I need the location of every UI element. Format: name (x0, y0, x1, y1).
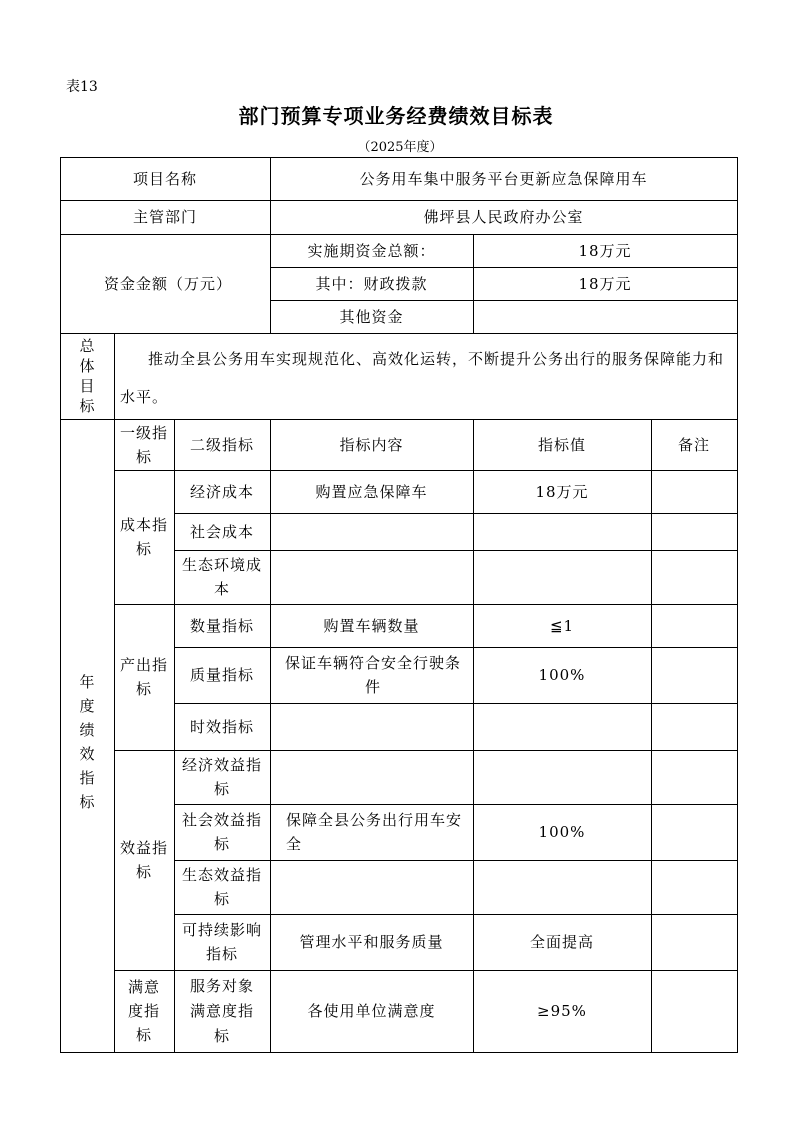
row-l2: 社会效益指标 (182, 811, 263, 853)
rule (60, 333, 738, 334)
row-l2: 经济成本 (189, 482, 254, 501)
header-value: 指标值 (537, 435, 586, 454)
row-l2: 经济效益指标 (182, 756, 263, 798)
table-border-left (60, 157, 61, 1053)
row-content: 购置车辆数量 (323, 616, 420, 635)
funds-total-label: 实施期资金总额： (307, 241, 436, 260)
funds-fiscal-label: 其中：财政拨款 (315, 274, 428, 293)
header-level2: 二级指标 (189, 435, 254, 454)
funds-label: 资金金额（万元） (104, 275, 233, 293)
group-benefit: 效益指标 (119, 839, 168, 881)
year-label: （2025年度） (357, 140, 443, 155)
group-cost: 成本指标 (119, 516, 168, 558)
funds-fiscal-value: 18万元 (578, 274, 632, 293)
project-name-label: 项目名称 (132, 169, 197, 188)
row-l2: 生态效益指标 (182, 866, 263, 908)
row-value: ≥95% (537, 1002, 587, 1020)
row-content: 各使用单位满意度 (307, 1002, 436, 1020)
table-border-right (737, 157, 738, 1053)
header-note: 备注 (677, 435, 710, 454)
department-value: 佛坪县人民政府办公室 (423, 208, 584, 226)
row-l2: 社会成本 (189, 522, 254, 541)
table-label: 表13 (66, 79, 98, 95)
row-l2: 时效指标 (189, 717, 254, 736)
row-content: 管理水平和服务质量 (299, 933, 444, 951)
rule (651, 419, 652, 1053)
row-content: 保证车辆符合安全行驶条件 (284, 654, 461, 696)
header-content: 指标内容 (339, 435, 404, 454)
row-value: 18万元 (535, 482, 589, 501)
row-content: 购置应急保障车 (315, 482, 428, 501)
table-border-bottom (60, 1052, 738, 1053)
row-value: ≦1 (549, 616, 575, 635)
group-satisfaction: 满意度指标 (127, 978, 160, 1044)
row-l2: 质量指标 (189, 666, 254, 684)
group-output: 产出指标 (119, 656, 168, 698)
row-value: 全面提高 (529, 933, 594, 951)
goal-text: 推动全县公务用车实现规范化、高效化运转，不断提升公务出行的服务保障能力和水平。 (120, 350, 725, 406)
row-value: 100% (538, 666, 586, 684)
goal-label: 总体目标 (79, 337, 95, 415)
row-l2: 数量指标 (189, 616, 254, 635)
row-content: 保障全县公务出行用车安全 (286, 811, 463, 853)
page-title: 部门预算专项业务经费绩效目标表 (238, 104, 554, 128)
funds-total-value: 18万元 (578, 241, 632, 260)
row-value: 100% (538, 823, 586, 841)
project-name-value: 公务用车集中服务平台更新应急保障用车 (359, 169, 648, 188)
row-l2: 生态环境成本 (182, 556, 263, 598)
annual-indicators-label: 年度绩效指标 (79, 673, 95, 811)
header-level1: 一级指标 (119, 423, 168, 466)
row-l2: 服务对象满意度指标 (189, 976, 254, 1045)
funds-other-value (473, 300, 737, 333)
row-l2: 可持续影响指标 (182, 921, 263, 963)
department-label: 主管部门 (132, 208, 197, 226)
funds-other-label: 其他资金 (339, 307, 404, 326)
